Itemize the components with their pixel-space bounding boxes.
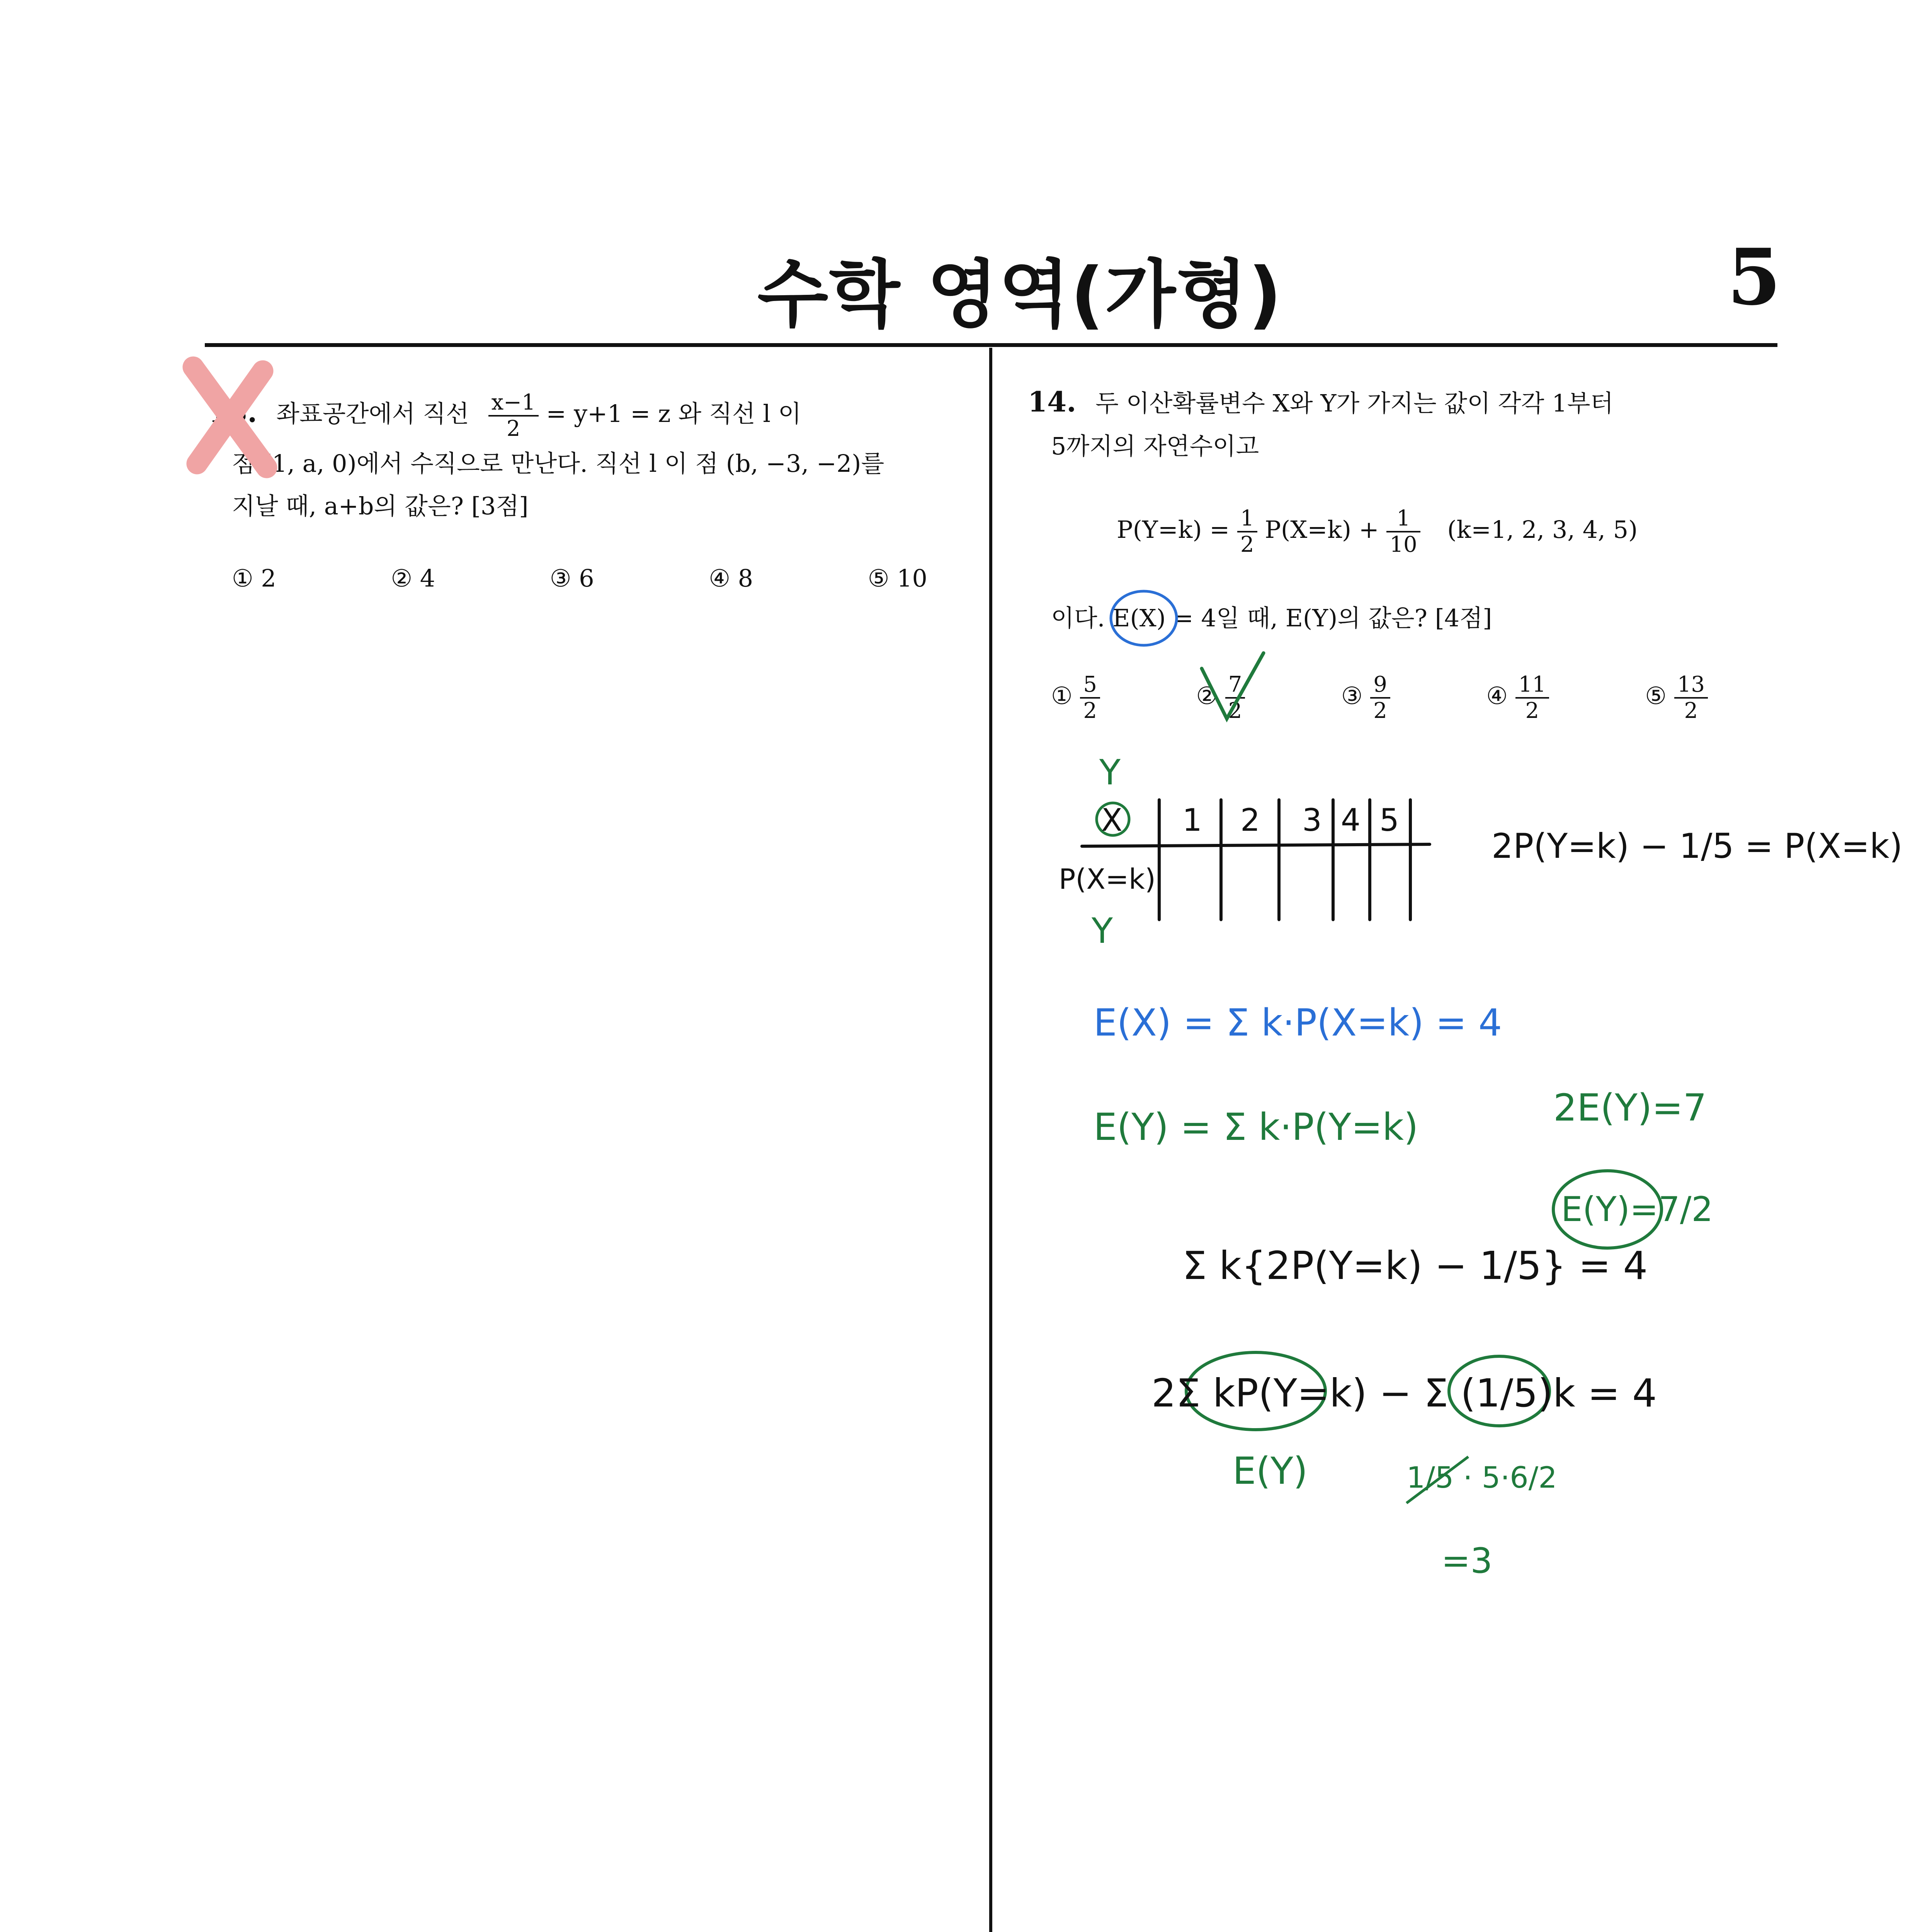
q14-formula-right: (k=1, 2, 3, 4, 5) bbox=[1447, 515, 1638, 544]
q13-frac-num: x−1 bbox=[488, 390, 539, 417]
q13-line2: 점 (1, a, 0)에서 수직으로 만난다. 직선 l 이 점 (b, −3, −2)를 bbox=[232, 449, 884, 478]
hw-relation: 2P(Y=k) − 1/5 = P(X=k) bbox=[1492, 826, 1903, 866]
q14-choice-5-mark: ⑤ bbox=[1645, 682, 1667, 710]
q14-choice-1-mark: ① bbox=[1051, 682, 1073, 710]
q13-text-suffix: = y+1 = z 와 직선 l 이 bbox=[546, 400, 801, 428]
wrong-mark-icon bbox=[193, 367, 267, 468]
q14-choice-1-den: 2 bbox=[1083, 698, 1097, 723]
q14-formula-left: P(Y=k) = bbox=[1117, 515, 1230, 544]
q14-choice-4-num: 11 bbox=[1515, 672, 1549, 699]
q13-choice-4[interactable]: ④ 8 bbox=[709, 564, 753, 592]
q14-choice-4-den: 2 bbox=[1525, 698, 1539, 723]
hw-expand-line: 2Σ kP(Y=k) − Σ (1/5)k = 4 bbox=[1151, 1371, 1657, 1416]
hw-ey-answer: E(Y)=7/2 bbox=[1561, 1189, 1713, 1229]
hw-table-h1: 1 bbox=[1182, 802, 1202, 838]
hw-table-h4: 4 bbox=[1341, 802, 1361, 838]
hw-ey-line: E(Y) = Σ k·P(Y=k) bbox=[1094, 1105, 1418, 1149]
q14-choice-3-den: 2 bbox=[1373, 698, 1387, 723]
q14-number: 14. bbox=[1028, 385, 1077, 418]
hw-sub-line: Σ k{2P(Y=k) − 1/5} = 4 bbox=[1182, 1243, 1648, 1288]
q14-choice-5-num: 13 bbox=[1674, 672, 1708, 699]
q14-choice-2-den: 2 bbox=[1228, 698, 1242, 723]
hw-table-h5: 5 bbox=[1379, 802, 1399, 838]
q14-line2: 5까지의 자연수이고 bbox=[1051, 432, 1259, 460]
q14-choice-3-num: 9 bbox=[1370, 672, 1390, 699]
q14-text-1: 두 이산확률변수 X와 Y가 가지는 값이 각각 1부터 bbox=[1095, 389, 1614, 417]
q13-choice-3[interactable]: ③ 6 bbox=[549, 564, 594, 592]
q13-line3: 지날 때, a+b의 값은? [3점] bbox=[232, 492, 529, 520]
q14-choice-2-mark: ② bbox=[1196, 682, 1218, 710]
hw-table-var: X bbox=[1101, 802, 1122, 838]
q14-formula-f2-den: 10 bbox=[1389, 532, 1417, 557]
q14-choice-2-num: 7 bbox=[1225, 672, 1245, 699]
q14-choice-5-den: 2 bbox=[1684, 698, 1698, 723]
q14-choice-4-mark: ④ bbox=[1486, 682, 1508, 710]
q14-formula-mid: P(X=k) + bbox=[1265, 515, 1379, 544]
q14-formula-f1-den: 2 bbox=[1240, 532, 1254, 557]
q14-formula-f1-num: 1 bbox=[1237, 506, 1257, 532]
q13-number: 13. bbox=[209, 396, 257, 429]
hw-ex-line: E(X) = Σ k·P(X=k) = 4 bbox=[1094, 1001, 1502, 1044]
hw-two-ey: 2E(Y)=7 bbox=[1553, 1086, 1707, 1129]
hw-table-y-bottom: Y bbox=[1092, 911, 1113, 951]
q14-formula-f2-num: 1 bbox=[1386, 506, 1420, 532]
q14-choice-1-num: 5 bbox=[1080, 672, 1100, 699]
hw-table-row-label: P(X=k) bbox=[1059, 863, 1156, 895]
circle-mark-ex bbox=[1111, 591, 1177, 645]
hw-table-y-top: Y bbox=[1099, 752, 1121, 793]
hw-result: =3 bbox=[1441, 1541, 1493, 1581]
page-title: 수학 영역(가형) bbox=[757, 252, 1283, 337]
q13-choice-5[interactable]: ⑤ 10 bbox=[867, 564, 927, 592]
page-number: 5 bbox=[1727, 232, 1781, 323]
hw-table-h3: 3 bbox=[1302, 802, 1322, 838]
hw-ey-label: E(Y) bbox=[1233, 1449, 1308, 1493]
q13-choice-1[interactable]: ① 2 bbox=[232, 564, 276, 592]
check-mark-icon bbox=[1202, 653, 1264, 719]
q13-choice-2[interactable]: ② 4 bbox=[391, 564, 435, 592]
q13-text-prefix: 좌표공간에서 직선 bbox=[276, 400, 469, 428]
hw-table-h2: 2 bbox=[1240, 802, 1260, 838]
q14-choice-3-mark: ③ bbox=[1341, 682, 1363, 710]
q13-frac-den: 2 bbox=[506, 416, 520, 441]
q14-line3: 이다. E(X) = 4일 때, E(Y)의 값은? [4점] bbox=[1051, 604, 1492, 632]
hw-calc: 1/5 · 5·6/2 bbox=[1406, 1460, 1557, 1495]
